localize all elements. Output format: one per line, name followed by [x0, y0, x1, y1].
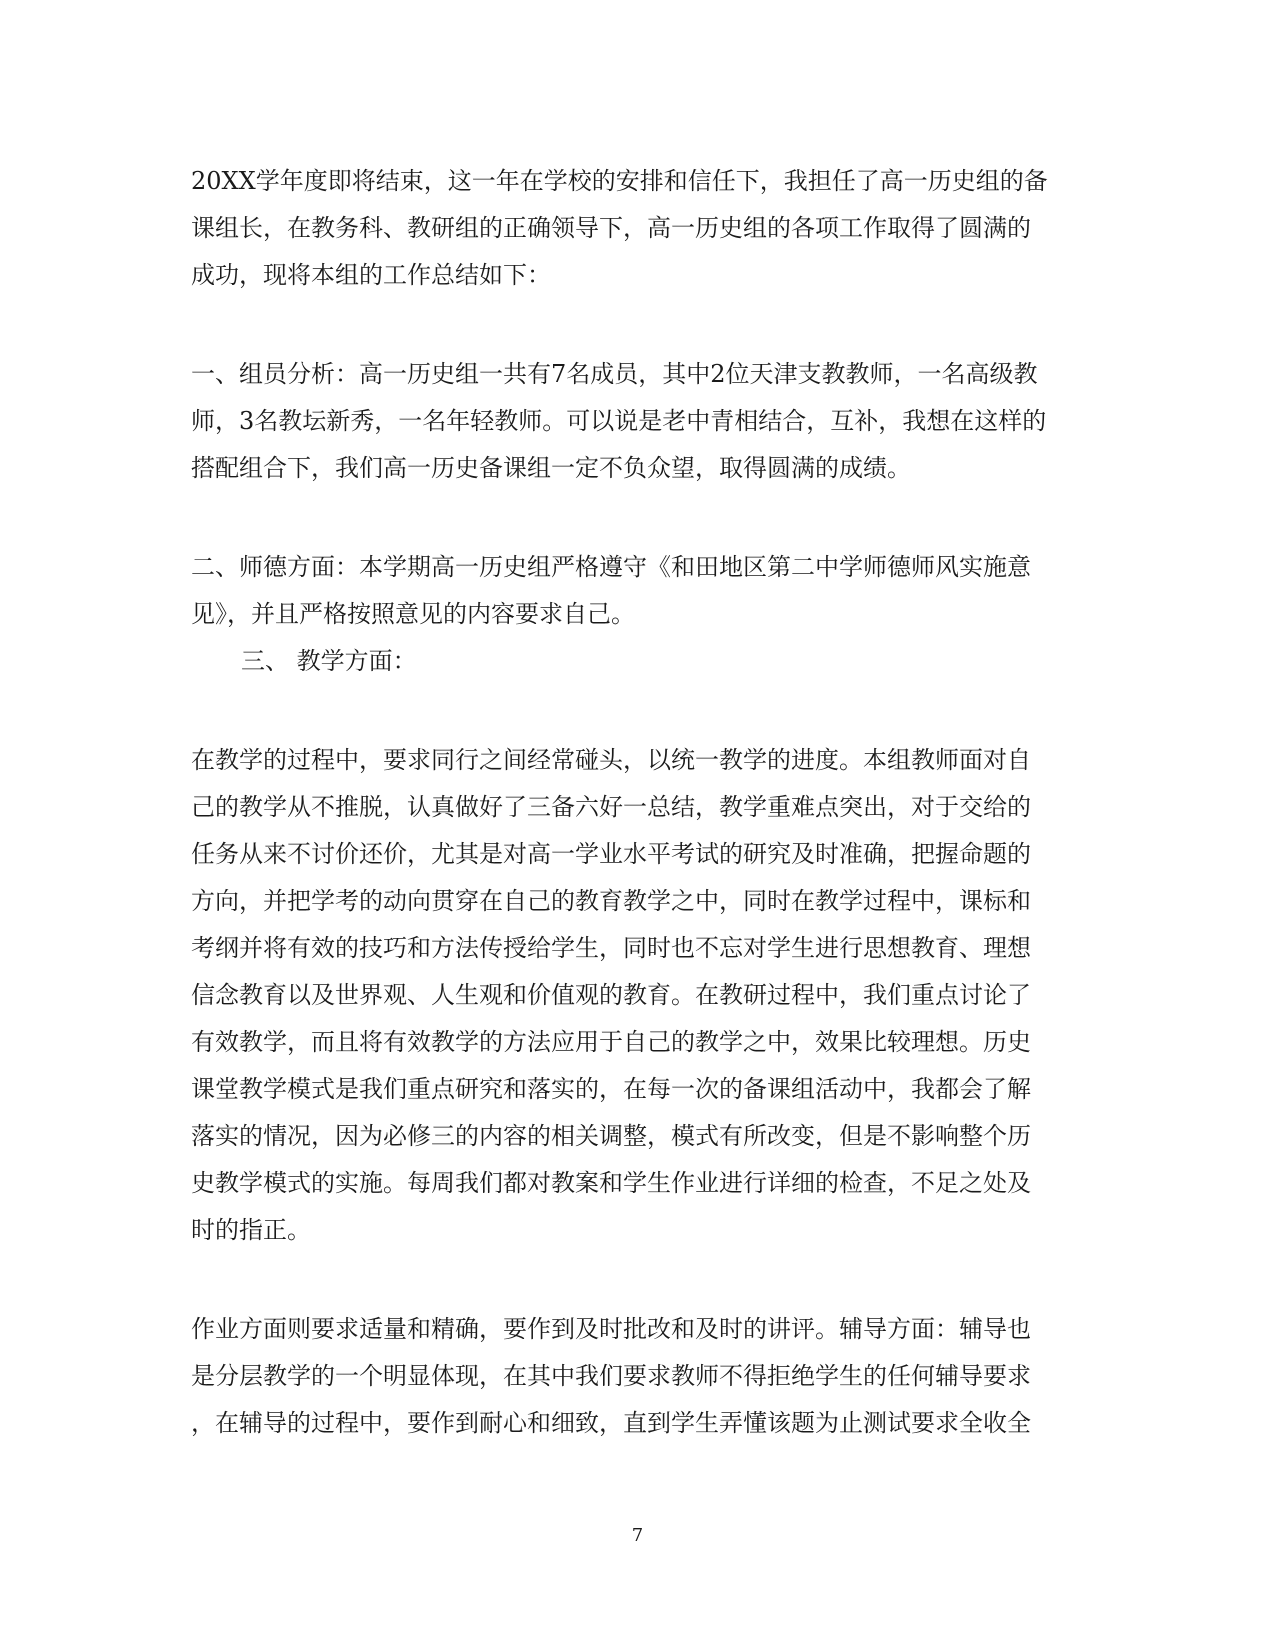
page-number: 7 — [631, 1525, 644, 1546]
text-line: 任务从来不讨价还价，尤其是对高一学业水平考试的研究及时准确，把握命题的 — [191, 840, 1031, 868]
text-line: 成功，现将本组的工作总结如下： — [191, 261, 551, 289]
text-line: 史教学模式的实施。每周我们都对教案和学生作业进行详细的检查，不足之处及 — [191, 1169, 1031, 1197]
text-line: 师，3名教坛新秀，一名年轻教师。可以说是老中青相结合，互补，我想在这样的 — [191, 407, 1047, 435]
text-line: 见》，并且严格按照意见的内容要求自己。 — [191, 600, 635, 628]
text-line: 20XX学年度即将结束，这一年在学校的安排和信任下，我担任了高一历史组的备 — [191, 167, 1048, 195]
text-line: 作业方面则要求适量和精确，要作到及时批改和及时的讲评。辅导方面：辅导也 — [191, 1315, 1031, 1343]
text-line: 是分层教学的一个明显体现，在其中我们要求教师不得拒绝学生的任何辅导要求 — [191, 1362, 1031, 1390]
text-line: 一、组员分析：高一历史组一共有7名成员，其中2位天津支教教师，一名高级教 — [191, 360, 1038, 388]
text-line: 己的教学从不推脱，认真做好了三备六好一总结，教学重难点突出，对于交给的 — [191, 793, 1031, 821]
text-line: ，在辅导的过程中，要作到耐心和细致，直到学生弄懂该题为止测试要求全收全 — [191, 1409, 1031, 1437]
text-line: 课堂教学模式是我们重点研究和落实的，在每一次的备课组活动中，我都会了解 — [191, 1075, 1031, 1103]
text-line: 搭配组合下，我们高一历史备课组一定不负众望，取得圆满的成绩。 — [191, 454, 911, 482]
text-line: 落实的情况，因为必修三的内容的相关调整，模式有所改变，但是不影响整个历 — [191, 1122, 1031, 1150]
section-heading: 三、 教学方面： — [241, 647, 417, 675]
text-line: 信念教育以及世界观、人生观和价值观的教育。在教研过程中，我们重点讨论了 — [191, 981, 1031, 1009]
text-line: 方向，并把学考的动向贯穿在自己的教育教学之中，同时在教学过程中，课标和 — [191, 887, 1031, 915]
text-line: 课组长，在教务科、教研组的正确领导下，高一历史组的各项工作取得了圆满的 — [191, 214, 1031, 242]
text-line: 在教学的过程中，要求同行之间经常碰头，以统一教学的进度。本组教师面对自 — [191, 746, 1031, 774]
text-line: 考纲并将有效的技巧和方法传授给学生，同时也不忘对学生进行思想教育、理想 — [191, 934, 1031, 962]
text-line: 时的指正。 — [191, 1216, 311, 1244]
text-line: 有效教学，而且将有效教学的方法应用于自己的教学之中，效果比较理想。历史 — [191, 1028, 1031, 1056]
text-line: 二、师德方面：本学期高一历史组严格遵守《和田地区第二中学师德师风实施意 — [191, 553, 1031, 581]
